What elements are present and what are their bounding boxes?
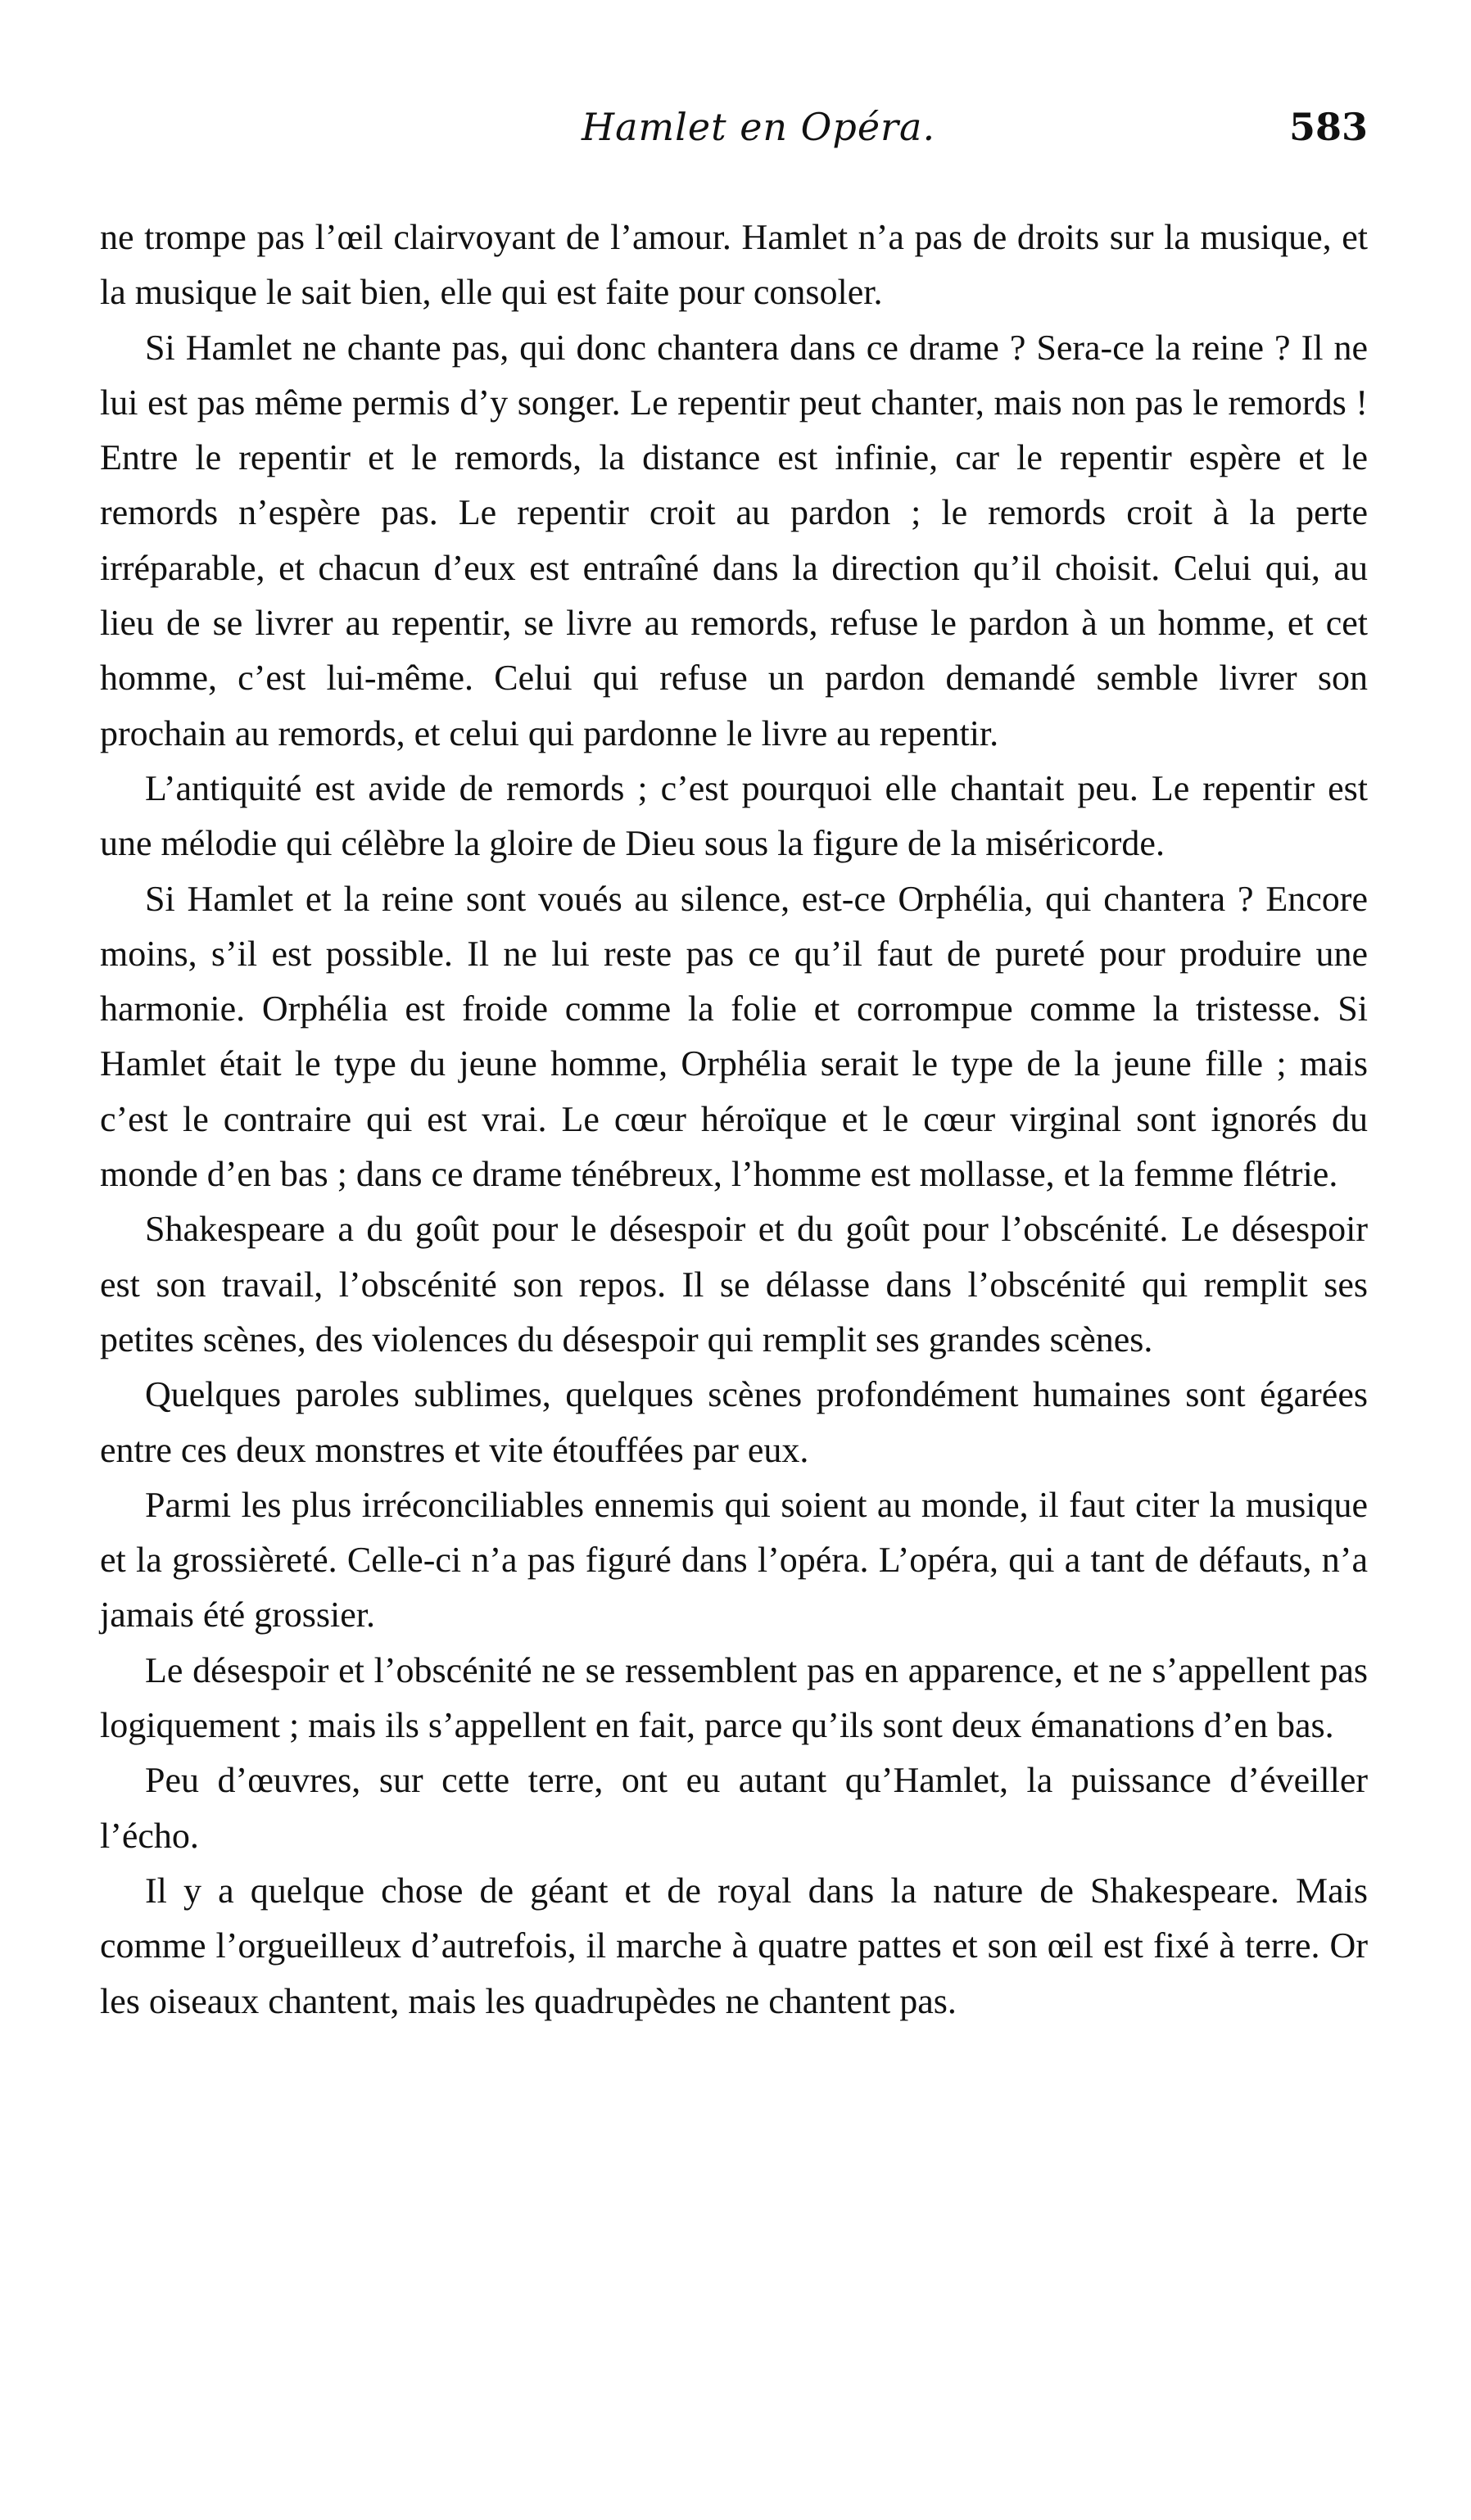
paragraph: Peu d’œuvres, sur cette terre, ont eu autant qu’Hamlet, la puissance d’éveiller l’écho. <box>100 1760 1368 1856</box>
paragraph: Parmi les plus irréconciliables ennemis qui soient au monde, il faut citer la musique et la grossièreté. Celle-ci n’a pas figuré dans l’opéra. L’opéra, qui a tant de défauts, n’a jamais été grossier. <box>100 1484 1368 1636</box>
body-text <box>100 210 1368 2029</box>
paragraph: Quelques paroles sublimes, quelques scènes profondément humaines sont égarées entre ces deux monstres et vite étouffées par eux. <box>100 1374 1368 1470</box>
paragraph: Si Hamlet et la reine sont voués au silence, est-ce Orphélia, qui chantera ? Encore moins, s’il est possible. Il ne lui reste pas ce qu’il faut de pureté pour produire une harmonie. Orphélia est froide comme la folie et corrompue comme la tristesse. Si Hamlet était le type du jeune homme, Orphélia serait le type de la jeune fille ; mais c’est le contraire qui est vrai. Le cœur héroïque et le cœur virginal sont ignorés du monde d’en bas ; dans ce drame ténébreux, l’homme est mollasse, et la femme flétrie. <box>100 878 1368 1195</box>
paragraph: Il y a quelque chose de géant et de royal dans la nature de Shakespeare. Mais comme l’orgueilleux d’autrefois, il marche à quatre pattes et son œil est fixé à terre. Or les oiseaux chantent, mais les quadrupèdes ne chantent pas. <box>100 1870 1368 2021</box>
running-title: Hamlet en Opéra. <box>582 105 936 149</box>
paragraph: Le désespoir et l’obscénité ne se ressemblent pas en apparence, et ne s’appellent pas logiquement ; mais ils s’appellent en fait, parce qu’ils sont deux émanations d’en bas. <box>100 1649 1368 1746</box>
paragraph: Shakespeare a du goût pour le désespoir et du goût pour l’obscénité. Le désespoir est son travail, l’obscénité son repos. Il se délasse dans l’obscénité qui remplit ses petites scènes, des violences du désespoir qui remplit ses grandes scènes. <box>100 1209 1368 1360</box>
paragraph: ne trompe pas l’œil clairvoyant de l’amour. Hamlet n’a pas de droits sur la musique, et la musique le sait bien, elle qui est faite pour consoler. <box>100 217 1368 313</box>
paragraph: Si Hamlet ne chante pas, qui donc chantera dans ce drame ? Sera-ce la reine ? Il ne lui est pas même permis d’y songer. Le repentir peut chanter, mais non pas le remords ! Entre le repentir et le remords, la distance est infinie, car le repentir espère et le remords n’espère pas. Le repentir croit au pardon ; le remords croit à la perte irréparable, et chacun d’eux est entraîné dans la direction qu’il choisit. Celui qui, au lieu de se livrer au repentir, se livre au remords, refuse le pardon à un homme, et cet homme, c’est lui-même. Celui qui refuse un pardon demandé semble livrer son prochain au remords, et celui qui pardonne le livre au repentir. <box>100 327 1368 753</box>
page-header <box>98 105 1368 170</box>
paragraph: L’antiquité est avide de remords ; c’est pourquoi elle chantait peu. Le repentir est une mélodie qui célèbre la gloire de Dieu sous la figure de la miséricorde. <box>100 767 1368 864</box>
page-number: 583 <box>1288 105 1368 149</box>
